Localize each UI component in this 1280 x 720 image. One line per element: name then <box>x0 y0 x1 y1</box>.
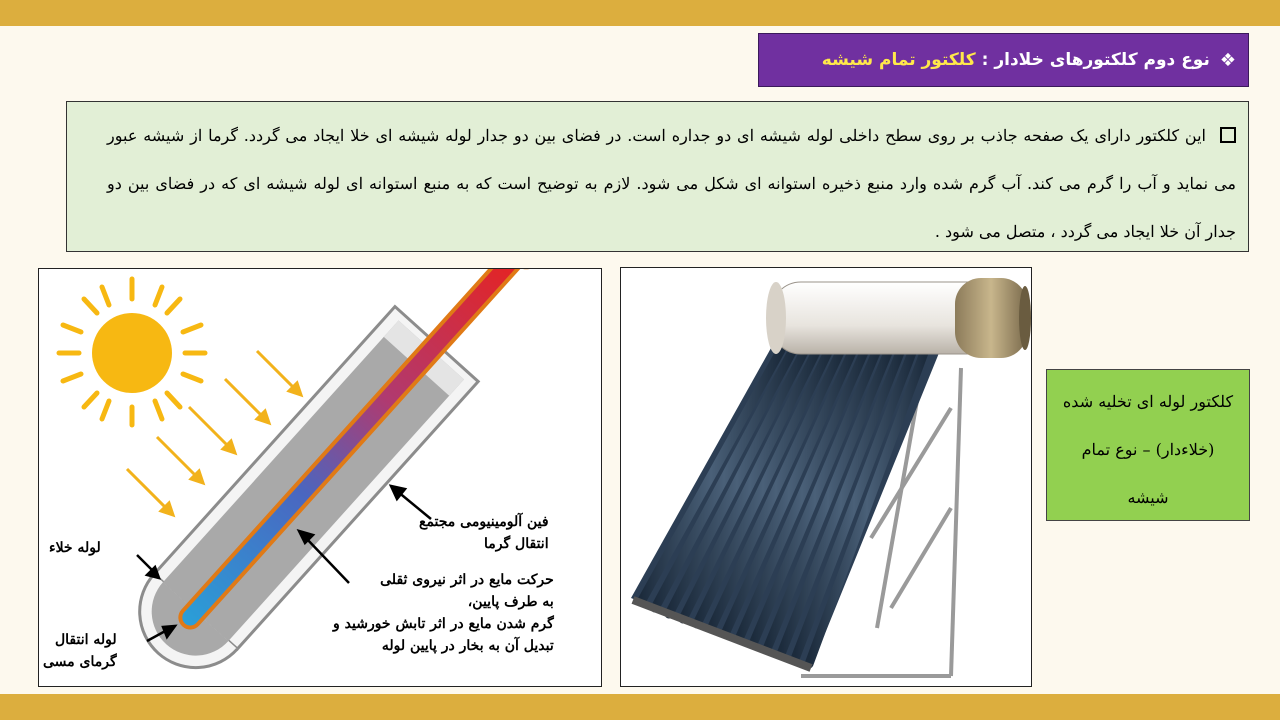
description-box <box>66 101 1249 252</box>
solar-water-heater-photo <box>620 267 1032 687</box>
title-highlight: کلکتور تمام شیشه <box>821 50 976 70</box>
slide-title <box>758 33 1249 87</box>
checkbox-bullet-icon <box>1220 127 1236 143</box>
caption-text: کلکتور لوله ای تخلیه شده (خلاءدار) – نوع تمام شیشه <box>1062 392 1234 507</box>
title-prefix: نوع دوم کلکتورهای خلادار : <box>981 50 1210 70</box>
label-copper-pipe: لوله انتقال گرمای مسی <box>43 632 117 670</box>
vacuum-tubes <box>631 348 941 668</box>
solar-water-heater-illustration <box>621 268 1031 686</box>
description-text: این کلکتور دارای یک صفحه جاذب بر روی سطح داخلی لوله شیشه ای دو جداره است. در فضای بین دو جدار لوله شیشه ای خلا ایجاد می گردد. گرما از شیشه عبور می نماید و آب را گرم می کند. آب گرم شده وارد منبع ذخیره استوانه ای شکل می شود. لازم به توضیح است که به منبع استوانه ای لوله شیشه ای که در فضای بین دو جدار آن خلا ایجاد می گردد ، متصل می شود . <box>107 126 1236 241</box>
storage-tank <box>766 278 1031 358</box>
diamond-bullet-icon: ❖ <box>1219 49 1236 71</box>
label-vacuum-tube: لوله خلاء <box>49 540 101 556</box>
vacuum-tube-diagram <box>38 268 602 687</box>
label-aluminum-fin: فین آلومینیومی مجتمع انتقال گرما <box>419 514 549 552</box>
label-fluid-flow: حرکت مایع در اثر نیروی ثقلی به طرف پایین، گرم شدن مایع در اثر تابش خورشید و تبدیل آن به بخار در پایین لوله <box>333 572 554 654</box>
sun-icon <box>59 279 205 425</box>
image-caption <box>1046 369 1250 521</box>
top-accent-band <box>0 0 1280 26</box>
bottom-accent-band <box>0 694 1280 720</box>
